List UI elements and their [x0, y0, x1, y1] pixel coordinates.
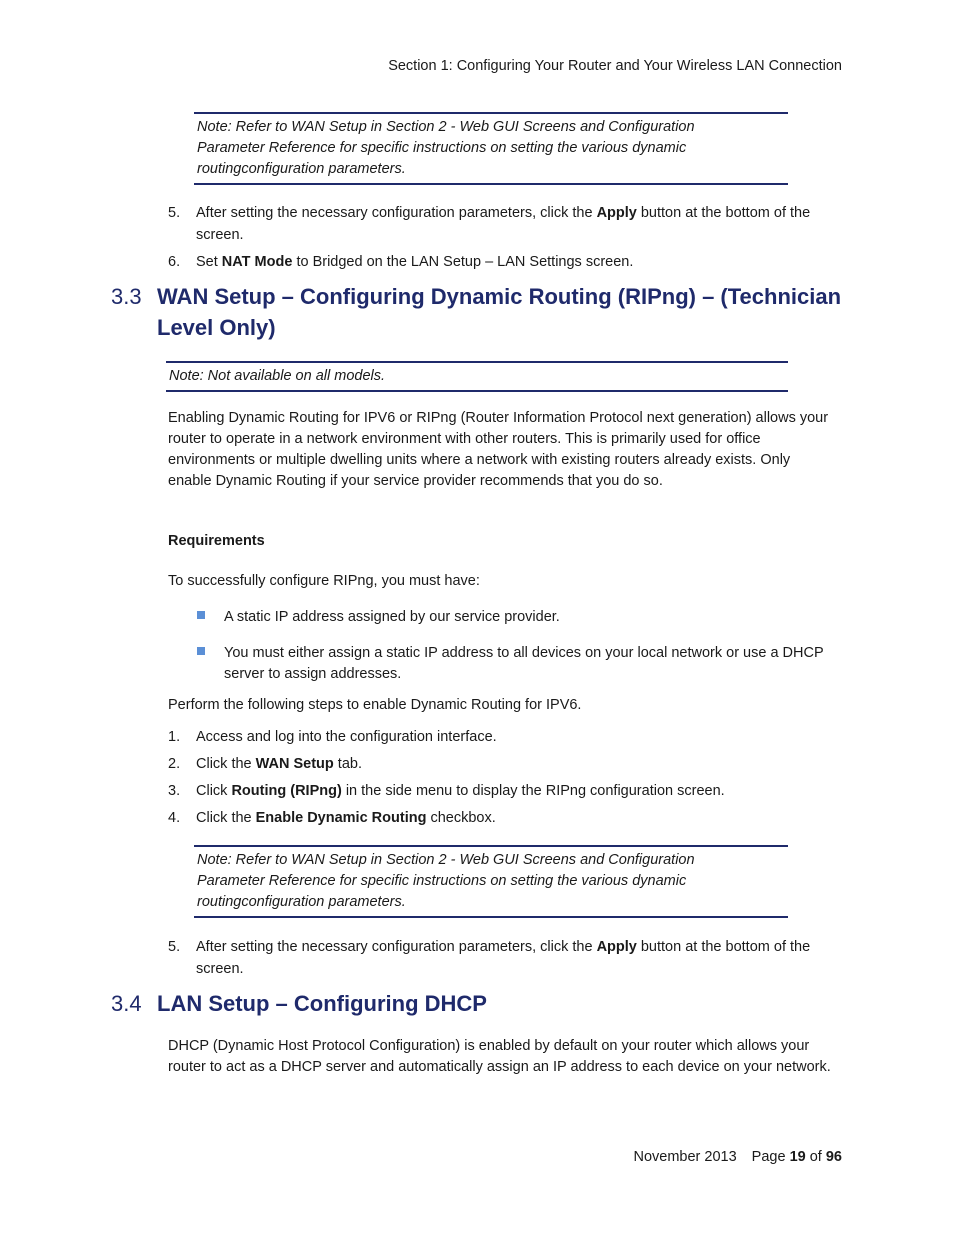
step-item: [168, 726, 836, 748]
step-text-post: tab.: [333, 756, 362, 772]
note-box-1: [194, 112, 788, 185]
footer-of-label: of: [805, 1149, 826, 1165]
step-text-pre: Click the: [196, 810, 256, 826]
step-text-pre: Set: [196, 254, 222, 270]
step-text-post: checkbox.: [426, 810, 496, 826]
note-box-3: [194, 845, 788, 918]
perform-paragraph: Perform the following steps to enable Dynamic Routing for IPV6.: [168, 697, 582, 713]
step-text: [196, 936, 836, 980]
step-text: [196, 780, 836, 802]
step-item: [168, 753, 836, 775]
section-heading-3-4: [111, 988, 851, 1019]
requirements-lead: To successfully configure RIPng, you must have:: [168, 573, 480, 589]
bullet-text: You must either assign a static IP address to all devices on your local network or use a DHCP server to assign addresses.: [224, 645, 824, 682]
note-line: Note: Not available on all models.: [169, 368, 386, 384]
section-number: 3.3: [111, 284, 142, 309]
step-number: 1.: [168, 729, 181, 745]
step-item: [168, 780, 836, 802]
step-number: 3.: [168, 783, 181, 799]
step-text-bold: Apply: [596, 939, 637, 955]
step-text-pre: Access and log into the configuration interface.: [196, 729, 497, 745]
bullet-item: [197, 607, 837, 628]
step-text-bold: NAT Mode: [221, 254, 293, 270]
dhcp-paragraph: DHCP (Dynamic Host Protocol Configuration) is enabled by default on your router which allows your router to act as a DHCP server and automatically assign an IP address to each device on your network.: [168, 1038, 831, 1075]
square-bullet-icon: [197, 647, 205, 655]
bullet-item: [197, 643, 837, 685]
note-line: routingconfiguration parameters.: [197, 161, 406, 177]
step-list-bottom: [168, 936, 836, 980]
step-text-pre: After setting the necessary configuration parameters, click the: [196, 939, 597, 955]
footer-date: November 2013: [633, 1149, 737, 1165]
step-number: 2.: [168, 756, 181, 772]
step-text-pre: Click the: [196, 756, 256, 772]
step-list-mid: [168, 726, 836, 829]
step-number: 4.: [168, 810, 181, 826]
step-text-bold: Apply: [596, 205, 637, 221]
section-title-line-2: Level Only): [157, 315, 276, 340]
bullet-text: A static IP address assigned by our service provider.: [224, 609, 560, 625]
step-text-bold: Routing (RIPng): [231, 783, 342, 799]
intro-paragraph: Enabling Dynamic Routing for IPV6 or RIPng (Router Information Protocol next generation) allows your router to operate in a network environment with other routers. This is primarily used for office environments or multiple dwelling units where a network with existing routers already exists. Only enable Dynamic Routing if your service provider recommends that you do so.: [168, 410, 829, 489]
step-text: [196, 202, 836, 246]
step-text: [196, 726, 836, 748]
step-text-pre: After setting the necessary configuration parameters, click the: [196, 205, 597, 221]
note-line: Parameter Reference for specific instructions on setting the various dynamic: [197, 873, 687, 889]
step-text-pre: Click: [196, 783, 232, 799]
step-text-post: in the side menu to display the RIPng configuration screen.: [341, 783, 725, 799]
section-title: LAN Setup – Configuring DHCP: [157, 991, 487, 1016]
section-heading-3-3: [111, 281, 851, 343]
step-item: [168, 251, 836, 273]
square-bullet-icon: [197, 611, 205, 619]
footer-page-total: 96: [825, 1149, 842, 1165]
step-text-post: to Bridged on the LAN Setup – LAN Settings screen.: [292, 254, 634, 270]
step-item: [168, 936, 836, 980]
step-text: [196, 753, 836, 775]
section-title-line-1: WAN Setup – Configuring Dynamic Routing (RIPng) – (Technician: [157, 284, 842, 309]
step-text: [196, 251, 836, 273]
footer-page-number: 19: [789, 1149, 806, 1165]
step-list-top: [168, 202, 836, 273]
note-line: Note: Refer to WAN Setup in Section 2 - Web GUI Screens and Configuration: [197, 852, 695, 868]
note-line: Parameter Reference for specific instructions on setting the various dynamic: [197, 140, 687, 156]
note-line: routingconfiguration parameters.: [197, 894, 406, 910]
step-text-bold: WAN Setup: [255, 756, 334, 772]
step-text-bold: Enable Dynamic Routing: [255, 810, 427, 826]
note-line: Note: Refer to WAN Setup in Section 2 - Web GUI Screens and Configuration: [197, 119, 695, 135]
step-number: 6.: [168, 254, 181, 270]
requirements-heading: Requirements: [168, 533, 265, 549]
step-number: 5.: [168, 205, 181, 221]
running-header: Section 1: Configuring Your Router and Your Wireless LAN Connection: [388, 58, 842, 74]
step-item: [168, 202, 836, 246]
step-text: [196, 807, 836, 829]
step-item: [168, 807, 836, 829]
step-text-post: button at the bottom of the screen.: [196, 939, 811, 977]
note-box-2: [166, 361, 788, 392]
step-number: 5.: [168, 939, 181, 955]
page-footer: [633, 1149, 842, 1165]
footer-page-label: Page: [751, 1149, 790, 1165]
step-text-post: button at the bottom of the screen.: [196, 205, 811, 243]
section-number: 3.4: [111, 991, 142, 1016]
